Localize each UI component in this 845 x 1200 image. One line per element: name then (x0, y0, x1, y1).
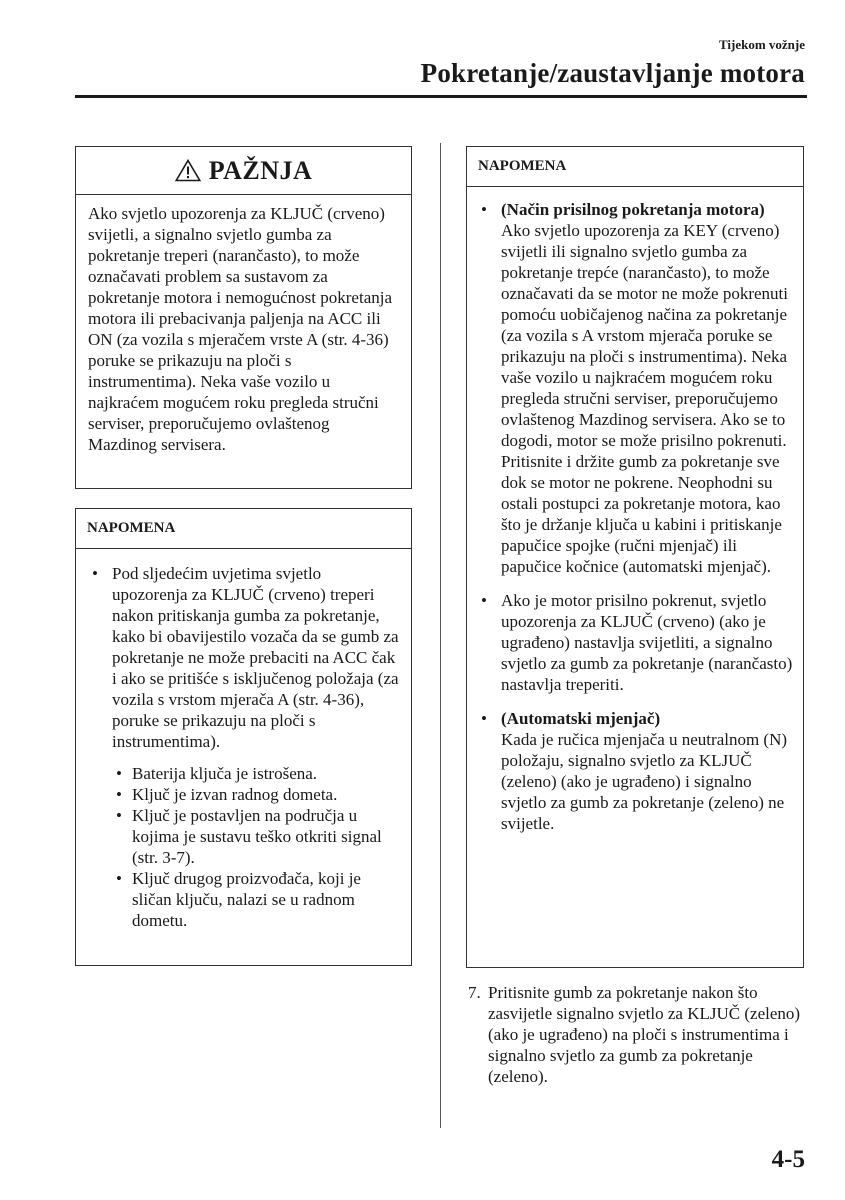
note-label: NAPOMENA (467, 147, 803, 187)
note-list (467, 187, 803, 834)
warning-header (76, 147, 411, 195)
item-text: Ako svjetlo upozorenja za KEY (crveno) svijetli ili signalno svjetlo gumba za pokretanje trepće (narančasto), to može označavati da se motor ne može pokrenuti pomoću uobičajenog načina za pokretanje (za vozila s A vrstom mjerača poruke se prikazuju na ploči s instrumentima). Neka vaše vozilo u najkraćem mogućem roku pregleda stručni serviser, preporučujemo ovlaštenog Mazdinog servisera. Ako se to dogodi, motor se može prisilno pokrenuti. Pritisnite i držite gumb za pokretanje sve dok se motor ne pokrene. Neophodni su ostali postupci za pokretanje motora, kao što je držanje ključa u kabini i pritiskanje papučice spojke (ručni mjenjač) ili papučice kočnice (automatski mjenjač). (501, 221, 788, 576)
page-title: Pokretanje/zaustavljanje motora (420, 58, 805, 88)
list-item (88, 563, 399, 931)
sub-list-item: • Ključ je postavljen na područja u kojima je sustavu teško otkriti signal (str. 3-7). (112, 805, 399, 868)
warning-text: Ako svjetlo upozorenja za KLJUČ (crveno) svijetli, a signalno svjetlo gumba za pokretanje treperi (narančasto), to može označavati problem sa sustavom za pokretanje motora i nemogućnost pokretanja motora ili prebacivanja paljenja na ACC ili ON (za vozila s mjeračem vrste A (str. 4-36) poruke se prikazuju na ploči s instrumentima). Neka vaše vozilo u najkraćem mogućem roku pregleda stručni serviser, preporučujemo ovlaštenog Mazdinog servisera. (88, 204, 393, 454)
item-heading: • (Način prisilnog pokretanja motora) (501, 200, 765, 219)
item-heading: • (Automatski mjenjač) (501, 709, 661, 728)
step-text: Pritisnite gumb za pokretanje nakon što zasvijetle signalno svjetlo za KLJUČ (zeleno) (ako je ugrađeno) na ploči s instrumentima i signalno svjetlo za gumb za pokretanje (zeleno). (488, 983, 801, 1086)
column-divider (440, 143, 441, 1128)
list-item (477, 708, 793, 834)
sub-list-item: • Ključ je izvan radnog dometa. (112, 784, 399, 805)
section-label: Tijekom vožnje (718, 37, 805, 52)
note-box-right (466, 146, 804, 968)
page-number: 4-5 (771, 1146, 805, 1173)
note-box-left (75, 508, 412, 966)
sub-list-item: • Baterija ključa je istrošena. (112, 763, 399, 784)
list-item (477, 590, 793, 695)
sub-list (112, 763, 399, 931)
warning-box (75, 146, 412, 489)
warning-triangle-icon (175, 159, 201, 182)
warning-title: PAŽNJA (208, 155, 313, 185)
list-item (477, 199, 793, 577)
sub-list-item: • Ključ drugog proizvođača, koji je sličan ključu, nalazi se u radnom dometu. (112, 868, 399, 931)
item-text: • Ako je motor prisilno pokrenut, svjetlo upozorenja za KLJUČ (crveno) (ako je ugrađeno) nastavlja svijetliti, a signalno svjetlo za gumb za pokretanje (narančasto) nastavlja treperiti. (501, 591, 793, 694)
note-list (76, 549, 411, 931)
step-7 (466, 982, 811, 1087)
header-rule (75, 95, 807, 98)
item-text: Kada je ručica mjenjača u neutralnom (N) položaju, signalno svjetlo za KLJUČ (zeleno) (ako je ugrađeno) i signalno svjetlo za gumb za pokretanje (zeleno) ne svijetle. (501, 730, 788, 833)
note-label: NAPOMENA (76, 509, 411, 549)
note-bullet-text: Pod sljedećim uvjetima svjetlo upozorenja za KLJUČ (crveno) treperi nakon pritiskanja gumba za pokretanje, kako bi obavijestilo vozača da se gumb za pokretanje ne može prebaciti na ACC čak i ako se pritišće s isključenog položaja (za vozila s vrstom mjerača A (str. 4-36), poruke se prikazuju na ploči s instrumentima). (112, 564, 399, 751)
step-number: 7. (468, 983, 481, 1002)
